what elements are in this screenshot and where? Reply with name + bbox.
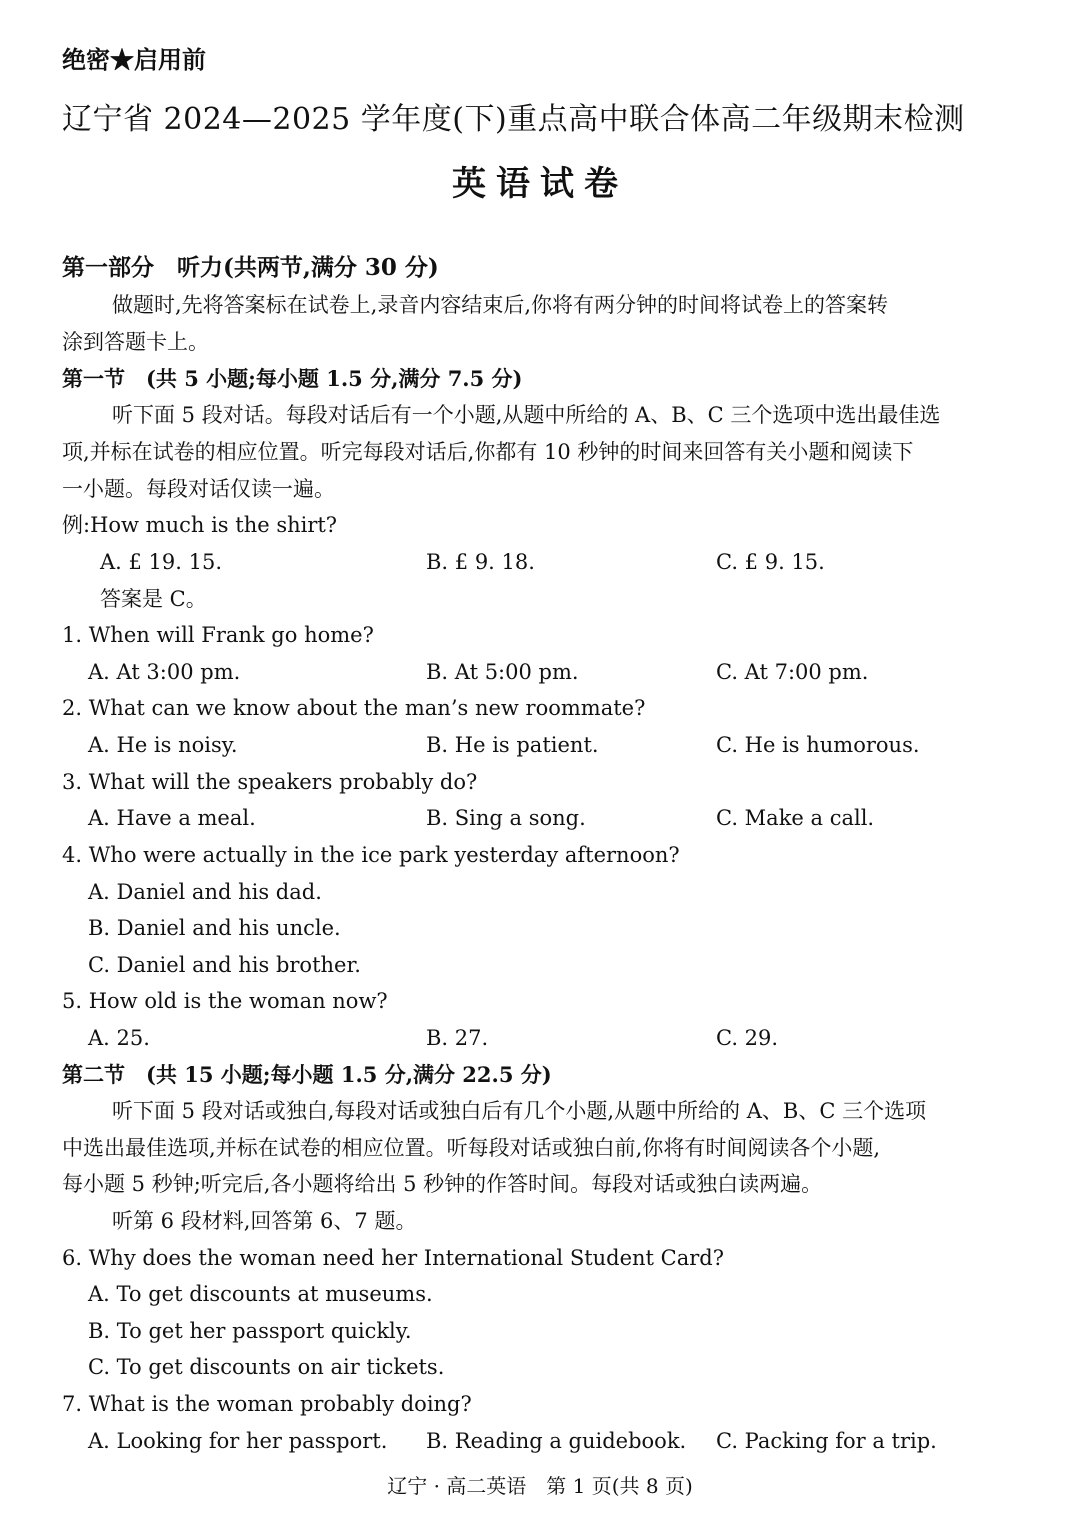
question-2: 2. What can we know about the man’s new roommate? — [62, 696, 646, 720]
example-answer: 答案是 C。 — [100, 587, 207, 611]
section2-instruction: 中选出最佳选项,并标在试卷的相应位置。听每段对话或独白前,你将有时间阅读各个小题, — [62, 1136, 881, 1160]
option-c: C. £ 9. 15. — [716, 550, 825, 574]
question-5: 5. How old is the woman now? — [62, 989, 388, 1013]
option-a: A. 25. — [88, 1026, 150, 1050]
option-a: A. At 3:00 pm. — [88, 660, 241, 684]
exam-title: 辽宁省 2024—2025 学年度(下)重点高中联合体高二年级期末检测 — [62, 102, 965, 137]
confidential-label: 绝密★启用前 — [62, 45, 206, 74]
page-footer: 辽宁 · 高二英语 第 1 页(共 8 页) — [387, 1474, 693, 1498]
section2-instruction: 听下面 5 段对话或独白,每段对话或独白后有几个小题,从题中所给的 A、B、C 三个选项 — [112, 1099, 927, 1123]
part1-title: 第一部分 听力(共两节,满分 30 分) — [62, 254, 439, 281]
section1-instruction: 一小题。每段对话仅读一遍。 — [62, 477, 335, 501]
option-c: C. 29. — [716, 1026, 779, 1050]
option-a: A. He is noisy. — [88, 733, 238, 757]
option-b: B. Daniel and his uncle. — [88, 916, 341, 940]
question-6: 6. Why does the woman need her International Student Card? — [62, 1246, 725, 1270]
option-a: A. Looking for her passport. — [88, 1429, 388, 1453]
question-1: 1. When will Frank go home? — [62, 623, 374, 647]
option-b: B. At 5:00 pm. — [426, 660, 579, 684]
section2-title: 第二节 (共 15 小题;每小题 1.5 分,满分 22.5 分) — [62, 1062, 552, 1087]
option-b: B. To get her passport quickly. — [88, 1319, 412, 1343]
subject-title: 英语试卷 — [452, 164, 628, 204]
option-c: C. Make a call. — [716, 806, 875, 830]
section1-instruction: 听下面 5 段对话。每段对话后有一个小题,从题中所给的 A、B、C 三个选项中选出最佳选 — [112, 403, 941, 427]
option-a: A. Have a meal. — [88, 806, 256, 830]
option-a: A. £ 19. 15. — [100, 550, 223, 574]
part1-instruction: 涂到答题卡上。 — [62, 330, 209, 354]
option-b: B. He is patient. — [426, 733, 599, 757]
question-4: 4. Who were actually in the ice park yesterday afternoon? — [62, 843, 680, 867]
question-3: 3. What will the speakers probably do? — [62, 770, 478, 794]
option-c: C. To get discounts on air tickets. — [88, 1355, 445, 1379]
option-c: C. At 7:00 pm. — [716, 660, 869, 684]
option-b: B. £ 9. 18. — [426, 550, 535, 574]
material-note: 听第 6 段材料,回答第 6、7 题。 — [112, 1209, 417, 1233]
option-b: B. Reading a guidebook. — [426, 1429, 687, 1453]
section1-title: 第一节 (共 5 小题;每小题 1.5 分,满分 7.5 分) — [62, 366, 523, 391]
example-question: 例:How much is the shirt? — [62, 513, 338, 537]
section2-instruction: 每小题 5 秒钟;听完后,各小题将给出 5 秒钟的作答时间。每段对话或独白读两遍。 — [62, 1172, 823, 1196]
option-b: B. 27. — [426, 1026, 489, 1050]
section1-instruction: 项,并标在试卷的相应位置。听完每段对话后,你都有 10 秒钟的时间来回答有关小题和阅读下 — [62, 440, 914, 464]
option-a: A. Daniel and his dad. — [88, 880, 322, 904]
option-c: C. Packing for a trip. — [716, 1429, 937, 1453]
part1-instruction: 做题时,先将答案标在试卷上,录音内容结束后,你将有两分钟的时间将试卷上的答案转 — [112, 293, 889, 317]
option-a: A. To get discounts at museums. — [88, 1282, 433, 1306]
option-c: C. Daniel and his brother. — [88, 953, 361, 977]
question-7: 7. What is the woman probably doing? — [62, 1392, 472, 1416]
option-b: B. Sing a song. — [426, 806, 586, 830]
option-c: C. He is humorous. — [716, 733, 920, 757]
